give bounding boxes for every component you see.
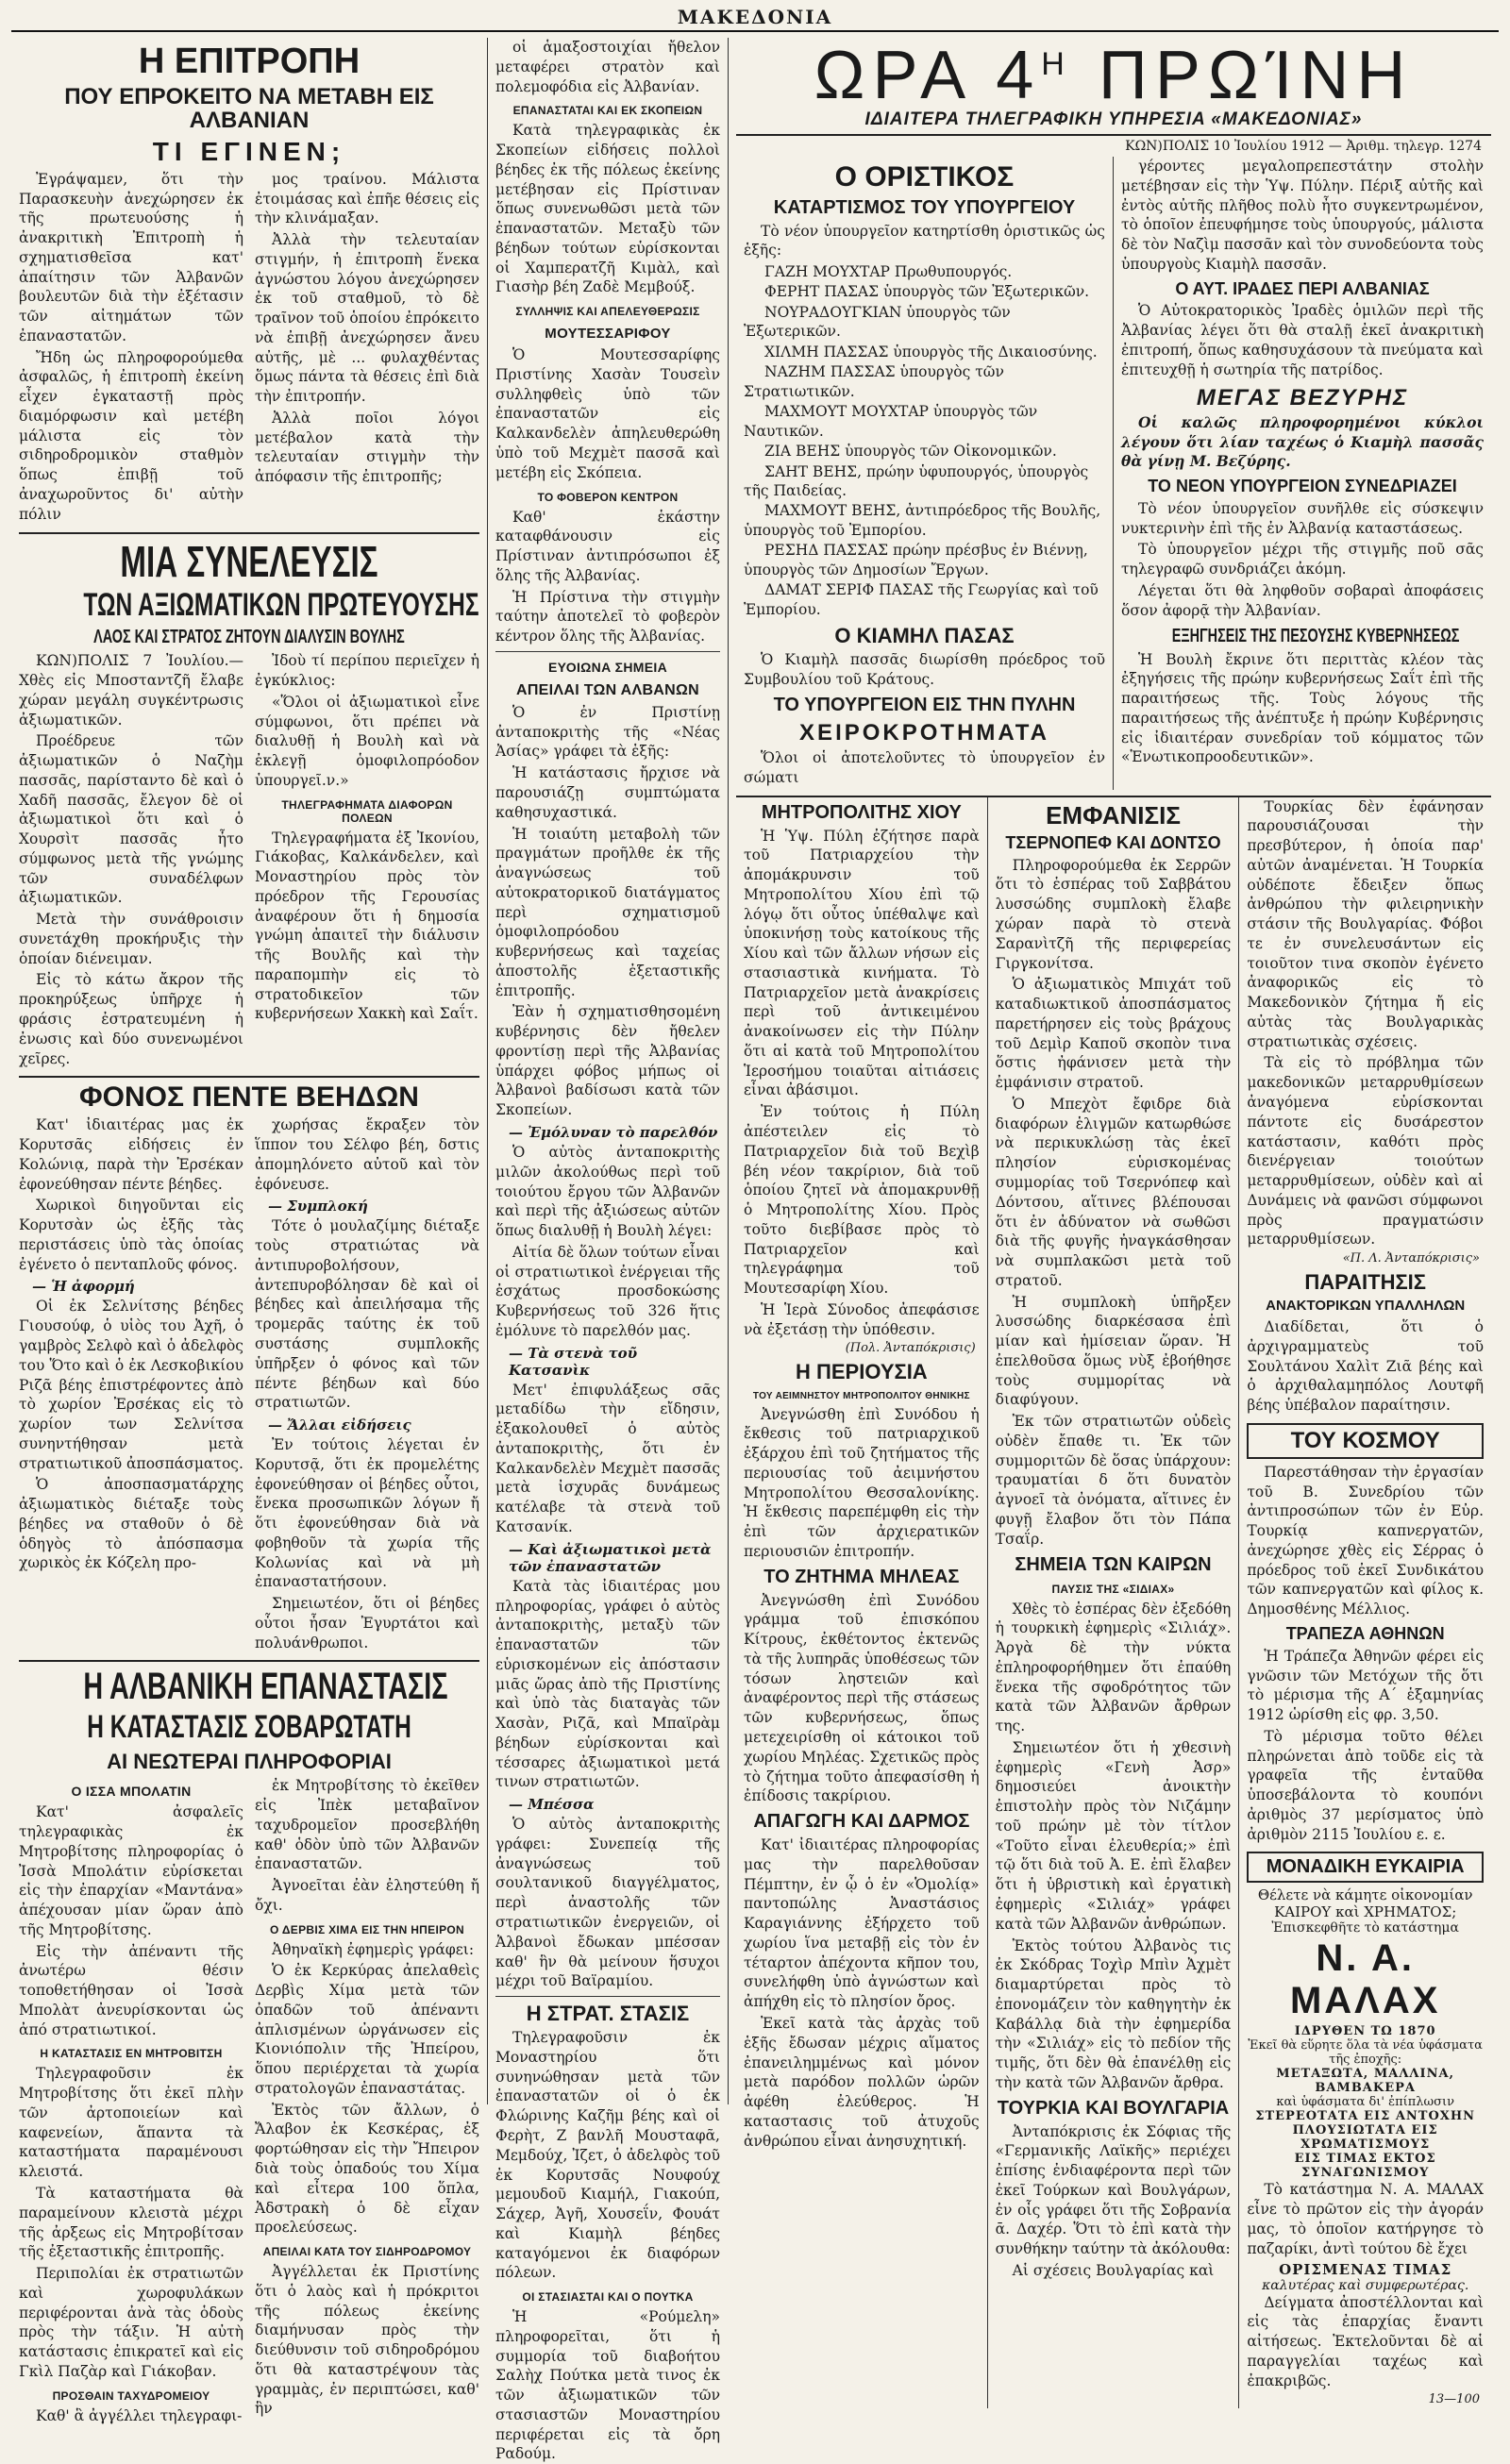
paragraph: Ὁ Κιαμὴλ πασσᾶς διωρίσθη πρόεδρος τοῦ Συμβουλίου τοῦ Κράτους. <box>744 651 1105 689</box>
signature: (Πολ. Ἀνταπόκρισις) <box>845 1341 976 1356</box>
subhead-thinikis: ΤΟΥ ΑΕΙΜΝΗΣΤΟΥ ΜΗΤΡΟΠΟΛΙΤΟΥ ΘΗΝΙΚΗΣ <box>752 1390 970 1401</box>
divider <box>495 1996 720 1997</box>
minister-line: ΜΑΧΜΟΥΤ ΜΟΥΧΤΑΡ ὑπουργὸς τῶν Ναυτικῶν. <box>744 403 1038 440</box>
subhead-pafsis: ΠΑΥΣΙΣ ΤΗΣ «ΣΙΔΙΑΧ» <box>1051 1582 1175 1596</box>
subheading: — Ἡ ἀφορμή <box>32 1278 135 1296</box>
ad-line: Ἐκεῖ θὰ εὕρητε ὅλα τὰ νέα ὑφάσματα τῆς ἐποχῆς: <box>1248 2038 1483 2068</box>
paragraph: Ἐν τούτοις ἡ Πύλη ἀπέστειλεν εἰς τὸ Πατριαρχεῖον διὰ τοῦ Βεχὶβ βέη νέον τακρίριον, διὰ τοῦ ὁποίου ζητεῖ νὰ ἀπομακρυνθῇ ὁ Μητροπολίτης Χίου. Πρὸς τοῦτο διεβίβασε πρὸς τὸ Πατριαρχεῖον καὶ τηλεγράφημα τοῦ Μουτεσαρίφη Χίου. <box>744 1103 980 1298</box>
headline-kosmou: ΤΟΥ ΚΟΣΜΟΥ <box>1247 1423 1484 1459</box>
paragraph: χωρήσας ἔκραξεν τὸν ἵππον του Σέλφο βέη, δστις ἀπομηλόνετο αὐτοῦ καὶ τὸν ἐφόνευσε. <box>255 1116 479 1193</box>
paragraph: ἐκ Μητροβίτσης τὸ ἐκεῖθεν εἰς Ἰπὲκ μεταβαῖνον ταχυδρομεῖον προσεβλήθη καθ' ὁδὸν ὑπὸ τῶν Ἀλβανῶν ἐπαναστατῶν. <box>255 1777 479 1873</box>
paragraph: Ἀνεγνώσθη ἐπὶ Συνόδου ἡ ἔκθεσις τοῦ πατριαρχικοῦ ἐξάρχου ἐπὶ τοῦ ζητήματος τῆς περιουσίας τοῦ ἀειμνήστου Μητροπολίτου Θεσσαλονίκης. Ἡ ἔκθεσις παρεπέμφθη εἰς τὴν ἐπὶ τῶν ἀρχιερατικῶν περιουσιῶν ἐπιτροπήν. <box>744 1405 980 1560</box>
subhead-apeilai: ΑΠΕΙΛΑΙ ΤΩΝ ΑΛΒΑΝΩΝ <box>515 681 700 698</box>
ad-line: ΣΤΕΡΕΟΤΑΤΑ ΕΙΣ ΑΝΤΟΧΗΝ <box>1255 2109 1476 2124</box>
paragraph: Ἐγράψαμεν, ὅτι τὴν Παρασκευὴν ἀνεχώρησεν ἐκ τῆς πρωτευούσης ἡ ἀνακριτικὴ Ἐπιτροπὴ ἡ σχηματισθεῖσα κατ' ἀπαίτησιν τῶν Ἀλβανῶν βουλευτῶν διὰ τὴν ἐξέτασιν τῶν αἰτημάτων τῶν ἐπαναστατῶν. <box>19 170 243 344</box>
minister-line: ΧΙΛΜΗ ΠΑΣΣΑΣ ὑπουργὸς τῆς Δικαιοσύνης. <box>764 343 1098 360</box>
right-bottom-col-2 <box>988 797 1240 2409</box>
headline-apagogi: ΑΠΑΓΩΓΗ ΚΑΙ ΔΑΡΜΟΣ <box>753 1811 970 1833</box>
headline-epitropi: Η ΕΠΙΤΡΟΠΗ <box>138 42 361 81</box>
minister-line: ΡΕΣΗΔ ΠΑΣΣΑΣ πρώην πρέσβυς ἐν Βιέννῃ, ὑπουργὸς τῶν Δημοσίων Ἔργων. <box>744 542 1088 578</box>
headline-trapeza: ΤΡΑΠΕΖΑ ΑΘΗΝΩΝ <box>1285 1623 1445 1643</box>
paragraph: Ὁ Μουτεσσαρίφης Πριστίνης Χασὰν Τουσεὶν συλληφθεὶς ὑπὸ τῶν ἐπαναστατῶν εἰς Καλκανδελὲν ἀπηλευθερώθη ὑπὸ τοῦ Μεχμὲτ πασσᾶ καὶ μετέβη εἰς Σκόπεια. <box>495 346 720 481</box>
paragraph: Τηλεγραφήματα ἐξ Ἰκονίου, Γιάκοβας, Καλκάνδελεν, καὶ Μοναστηρίου πρὸς τὸν πρόεδρον τῆς Γερουσίας ἀναφέρουν ὅτι ἡ δημοσία γνώμη ἀπαιτεῖ τὴν διάλυσιν τῆς Βουλῆς καὶ τὴν παραπομπὴν εἰς τὸ στρατοδικεῖον τῶν κυβερνήσεων Χακκὴ καὶ Σαΐτ. <box>255 829 479 1023</box>
paragraph: Χθὲς τὸ ἑσπέρας δὲν ἐξεδόθη ἡ τουρκικὴ ἐφημερὶς «Σιλιάχ». Ἀργὰ δὲ τὴν νύκτα ἐπληροφορήθημεν ὅτι ἐπαύθη ἕνεκα τῆς σφοδρότητος τῶν κατὰ τῶν Ἀλβανῶν ἄρθρων της. <box>995 1600 1232 1735</box>
paragraph: Ἀθηναϊκὴ ἐφημερὶς γράφει: <box>272 1940 475 1958</box>
right-section <box>729 38 1499 2407</box>
paragraph: Περιπολίαι ἐκ στρατιωτῶν καὶ χωροφυλάκων περιφέρονται ἀνὰ τὰς ὁδοὺς πρὸς τὴν τάξιν. Ἡ αὐτὴ κατάστασις ἐπικρατεῖ καὶ εἰς Γκὶλ Παζὰρ καὶ Γιάκοβαν. <box>19 2265 243 2380</box>
right-top-right <box>1114 157 1491 790</box>
subhead-skopeia: ΕΠΑΝΑΣΤΑΤΑΙ ΚΑΙ ΕΚ ΣΚΟΠΕΙΩΝ <box>512 104 703 118</box>
paragraph: Ἰδοὺ τί περίπου περιεῖχεν ἡ ἐγκύκλιος: <box>255 652 479 689</box>
headline-synelefsis: ΜΙΑ ΣΥΝΕΛΕΥΣΙΣ <box>120 536 378 586</box>
subheading: — Συμπλοκή <box>268 1198 368 1215</box>
paragraph: Ἡ Ὑψ. Πύλη ἐζήτησε παρὰ τοῦ Πατριαρχείου τὴν ἀπομάκρυνσιν τοῦ Μητροπολίτου Χίου ἐπὶ τῷ λόγῳ ὅτι οὗτος ὑπέθαλψε καὶ ὑποκινήσῃ τοὺς κατοίκους τῆς Χίου καὶ τῶν ἄλλων νήσων εἰς στασιαστικὰ κινήματα. Τὸ Πατριαρχεῖον μετὰ ἀνακρίσεις περὶ τοῦ ἀντικειμένου ἀνακοίνωσεν εἰς τὴν Πύλην ὅτι αἱ κατὰ τοῦ Μητροπολίτου Ἱεροσήμου τοιαῦται αἰτιάσεις εἶναι ἀβάσιμοι. <box>744 827 980 1099</box>
ad-line: ΕΙΣ ΤΙΜΑΣ ΕΚΤΟΣ ΣΥΝΑΓΩΝΙΣΜΟΥ <box>1294 2152 1436 2181</box>
minister-line: ΣΑΗΤ ΒΕΗΣ, πρώην ὑφυπουργός, ὑπουργὸς τῆς Παιδείας. <box>744 462 1089 500</box>
subhead-dervis: Ο ΔΕΡΒΙΣ ΧΙΜΑ ΕΙΣ ΤΗΝ ΗΠΕΙΡΟΝ <box>270 1922 464 1936</box>
ad-line: Θέλετε νὰ κάμητε οἰκονομίαν ΚΑΙΡΟΥ καὶ ΧΡΗΜΑΤΟΣ; <box>1257 1886 1473 1921</box>
paragraph: Ἀγγέλλεται ἐκ Πριστίνης ὅτι ὁ λαὸς καὶ ἡ πρόκριτοι τῆς πόλεως ἐκείνης διαμήνυσαν πρὸς τὴν διεύθυνσιν τοῦ σιδηροδρόμου ὅτι θὰ καταστρέψουν τὰς γραμμὰς, ἐν περιπτώσει, καθ' ἣν <box>255 2263 479 2418</box>
right-top-left <box>736 157 1114 790</box>
paragraph: Τουρκίας δὲν ἐφάνησαν παρουσιάζουσαι τὴν πρεσβύτερον, ἡ ὁποία παρ' αὐτῶν ἀναμένεται. Ἡ Τουρκία οὐδέποτε ἔδειξεν ὅπως ἀνθρώπου τὴν φιλειρηνικὴν στάσιν τῆς Βουλγαρίας. Φόβοι τε ἐν συνελευσάντων εἰς τοιοῦτον τινα σκοπὸν ἐγένετο ἀναφορικῶς εἰς τὸ Μακεδονικὸν ζήτημα ἤ εἰς αὐτὰς τὰς Βουλγαρικὰς στρατιωτικὰς σχέσεις. <box>1247 797 1484 1050</box>
right-bottom <box>736 796 1491 2409</box>
subhead-tilegrafimata: ΤΗΛΕΓΡΑΦΗΜΑΤΑ ΔΙΑΦΟΡΩΝ ΠΟΛΕΩΝ <box>281 797 453 825</box>
subheading: — Μπέσσα <box>509 1796 595 1814</box>
ad-line: ΠΛΟΥΣΙΩΤΑΤΑ ΕΙΣ ΧΡΩΜΑΤΙΣΜΟΥΣ <box>1292 2123 1438 2153</box>
paragraph: Κατὰ τηλεγραφικὰς ἐκ Σκοπείων εἰδήσεις πολλοὶ βέηδες ἐκ τῆς πόλεως ἐκείνης μετέβησαν εἰς Πρίστιναν ὅπως συνενωθῶσι μετὰ τῶν ἐπαναστατῶν. Μεταξὺ τῶν βέηδων τούτων εὑρίσκονται οἱ Χαμπερατζῆ Κιμὰλ, καὶ Γιασὴρ βέη Ζαδὲ Μεμβούξ. <box>495 122 720 296</box>
headline-neon-ypourgeion: ΤΟ ΝΕΟΝ ΥΠΟΥΡΓΕΙΟΝ ΣΥΝΕΔΡΙΑΖΕΙ <box>1148 477 1457 496</box>
paragraph: Οἱ ἐκ Σελνίτσης βέηδες Γιουσούφ, ὁ υἱὸς του Ἀχῆ, ὁ γαμβρὸς Σελφὸ καὶ ὁ ἀδελφὸς του Ὅτο καὶ ὁ ἐκ Λεσκοβικίου Ριζᾶ βέης ἐπιστρέφοντες ἀπὸ τὸ χωρίον Ἐρσέκας εἰς τὸ χωρίον των Σελνίτσα συνηντήθησαν μετὰ στρατιωτικοῦ ἀποσπάσματος. <box>19 1298 243 1472</box>
paragraph: Οἱ καλῶς πληροφορημένοι κύκλοι λέγουν ὅτι λίαν ταχέως ὁ Κιαμὴλ πασσᾶς θὰ γίνῃ Μ. Βεζύρης. <box>1121 412 1484 471</box>
paragraph: Αἰτία δὲ ὅλων τούτων εἶναι οἱ στρατιωτικοὶ ἐνέργειαι τῆς ἐσχάτως προσδοκώσης Κυβερνήσεως τοῦ 326 ἥτις ἐμόλυνε τὸ παρελθόν μας. <box>495 1243 720 1339</box>
masthead: ΜΑΚΕΔΟΝΙΑ <box>11 6 1499 32</box>
paragraph: Ἤδη ὡς πληροφορούμεθα ἀσφαλῶς, ἡ ἐπιτροπὴ ἐκείνη εἶχεν ἐγκαταστῇ πρὸς διαμόρφωσιν καὶ μετέβη μάλιστα εἰς τὸν σιδηροδρομικὸν σταθμὸν ὅπως ἐπιβῇ τοῦ ἀναχωροῦντος δι' αὐτὴν πόλιν <box>19 348 243 523</box>
headline-paraitisis: ΠΑΡΑΙΤΗΣΙΣ <box>1304 1270 1426 1295</box>
paragraph: Ἀνταπόκρισις ἐκ Σόφιας τῆς «Γερμανικῆς Λαϊκῆς» περιέχει ἐπίσης ἐνδιαφέροντα περὶ τῶν ἐκεῖ Τούρκων καὶ Βουλγάρων, ἐν οἷς γράφει ὅτι τῆς Σοβρανία ᾱ. Δαχέρ. Ὅτι τὸ ἐπὶ κατὰ τὴν συνθήκην ταύτην τὰ ἀκόλουθα: <box>995 2122 1232 2258</box>
ad-line: Ἐπισκεφθῆτε τὸ κατάστημα <box>1271 1920 1459 1936</box>
minister-line: ΦΕΡΗΤ ΠΑΣΑΣ ὑπουργὸς τῶν Ἐξωτερικῶν. <box>764 283 1090 301</box>
subhead-xeirokrotimata: ΧΕΙΡΟΚΡΟΤΗΜΑΤΑ <box>799 719 1049 746</box>
paragraph: Ἡ Ἱερὰ Σύνοδος ἀπεφάσισε νὰ ἐξετάσῃ τὴν ὑπόθεσιν. <box>744 1300 980 1338</box>
subheading: — Ἐμόλυναν τὸ παρελθόν <box>509 1123 718 1141</box>
right-bottom-col-3 <box>1239 797 1491 2409</box>
headline-periousia: Η ΠΕΡΙΟΥΣΙΑ <box>795 1360 928 1384</box>
subhead-mitrovitsi: Η ΚΑΤΑΣΤΑΣΙΣ ΕΝ ΜΗΤΡΟΒΙΤΣΗ <box>40 2047 223 2061</box>
subhead-taxydromeiou: ΠΡΟΣΘΑΙΝ ΤΑΧΥΔΡΟΜΕΙΟΥ <box>52 2389 210 2403</box>
headline-fonos: ΦΟΝΟΣ ΠΕΝΤΕ ΒΕΗΔΩΝ <box>79 1081 419 1114</box>
ad-line: καλυτέρας καὶ συμφερωτέρας. <box>1262 2277 1469 2293</box>
paragraph: Προέδρευε τῶν ἀξιωματικῶν ὁ Ναζὴμ πασσᾶς, παρίσταντο δὲ καὶ ὁ Χαδῆ πασσᾶς, ἔλεγον δὲ οἱ ἀξιωματικοὶ ὅτι καὶ ὁ Χουρσὶτ πασσᾶς ἦτο σύμφωνος μετὰ τῆς γνώμης τῶν συναδέλφων ἀξιωματικῶν. <box>19 732 243 907</box>
right-top <box>736 157 1491 790</box>
paragraph: Ἀνεγνώσθη ἐπὶ Συνόδου γράμμα τοῦ ἐπισκόπου Κίτρους, ἐκθέτοντος ἐκτενῶς τὰ τῆς λυπηρᾶς ὑποθέσεως τῶν τόσων ληστειῶν καὶ ἀναφέροντος περὶ τῆς στάσεως τῶν κυβερνήσεως, ὅπως μετεχειρίσθη οἱ κάτοικοι τοῦ χωρίου Μηλέας. Σχετικῶς πρὸς τὸ ζήτημα τοῦτο ἀπεφασίσθη ἡ ἐπίδοσις τακρίριου. <box>744 1591 980 1805</box>
paragraph: «Ὅλοι οἱ ἀξιωματικοὶ εἶνε σύμφωνοι, ὅτι πρέπει νὰ διαλυθῇ ἡ Βουλὴ καὶ νὰ ἐκλεγῇ ὁμοφιλοπρόοδον ὑπουργεῖ.ν.» <box>255 693 479 789</box>
subheading: — Τὰ στενὰ τοῦ Κατσανὶκ <box>509 1344 638 1379</box>
column-1 <box>11 38 488 2424</box>
paragraph: Ἡ «Ρούμελη» πληροφορεῖται, ὅτι ἡ συμμορία τοῦ διαβοήτου Σαλὴχ Πούτκα μετὰ τινος ἐκ τῶν ἀξιωματικῶν τῶν στασιαστῶν Μοναστηρίου περιφέρεται εἰς τὰ ὄρη Ραδούμ. <box>495 2308 720 2463</box>
paragraph: Ὅλοι οἱ ἀποτελοῦντες τὸ ὑπουργεῖον ἐν σώματι <box>744 749 1105 786</box>
paragraph: Καθ' ἃ ἀγγέλλει τηλεγραφι- <box>36 2406 243 2424</box>
ad-line: ΜΕΤΑΞΩΤΑ, ΜΑΛΛΙΝΑ, ΒΑΜΒΑΚΕΡΑ <box>1276 2067 1455 2096</box>
headline-exigiseis: ΕΞΗΓΗΣΕΙΣ ΤΗΣ ΠΕΣΟΥΣΗΣ ΚΥΒΕΡΝΗΣΕΩΣ <box>1171 625 1460 646</box>
headline-irades: Ο ΑΥΤ. ΙΡΑΔΕΣ ΠΕΡΙ ΑΛΒΑΝΙΑΣ <box>1175 278 1430 298</box>
paragraph: Παρεστάθησαν τὴν ἐργασίαν τοῦ Β. Συνεδρίου τῶν ἀντιπροσώπων τῶν ἐν Εὐρ. Τουρκίᾳ καπνεργατῶν, ἀνεχώρησε χθὲς εἰς Σέρρας ὁ πρόεδρος τοῦ ἐκεῖ Συνδικάτου τῶν καπνεργατῶν καὶ φίλος κ. Δημοσθένης Μέλλιος. <box>1247 1463 1484 1618</box>
article-synelefsis <box>19 651 479 1070</box>
ad-code: 13—100 <box>1428 2392 1480 2407</box>
paragraph: Τὸ μέρισμα τοῦτο θέλει πληρώνεται ἀπὸ τοῦδε εἰς τὰ γραφεῖα τῆς ἐνταῦθα ὑποσεβάλοντα τὸ κουπόνι ἀριθμὸς 37 μερίσματος ὑπὸ ἀριθμὸν 2115 Ἰουλίου ε. ε. <box>1247 1727 1484 1843</box>
paragraph: Ἡ Βουλὴ ἔκρινε ὅτι περιττὰς κλέον τὰς ἐξηγήσεις τῆς πρώην κυβερνήσεως Σαΐτ ἐπὶ τῆς παραιτήσεως τῆς. Τοὺς λόγους τῆς παραιτήσεως τῆς ἀνέπτυξε ἡ πρώην Κυβέρνησις εἰς ἰδιαιτέραν συνεδρίαν τοῦ κόμματος τῶν «Ἑνωτικοπροοδευτικῶν». <box>1121 650 1484 766</box>
ad-headline-eukairia: ΜΟΝΑΔΙΚΗ ΕΥΚΑΙΡΙΑ <box>1247 1852 1484 1883</box>
paragraph: Ὁ αὐτὸς ἀνταποκριτὴς γράφει: Συνεπείᾳ τῆς ἀναγνώσεως τοῦ σουλτανικοῦ διαγγέλματος, περὶ ἀναστολῆς τῶν στρατιωτικῶν ἐνεργειῶν, οἱ Ἀλβανοὶ ἔδωκαν μπέσσαν καθ' ἣν θὰ μείνουν ἥσυχοι μέχρι τοῦ Βαϊραμίου. <box>495 1816 720 1990</box>
paragraph: Ἐκτὸς τῶν ἄλλων, ὁ Ἄλαβον ἐκ Κεσκέρας, ἐξ φορτώθησαν εἰς τὴν Ἤπειρον διὰ τοὺς ὀπαδούς του Χίμα καὶ εἶτερα 100 ὅπλα, Ἀδστρακὴ ὁ δὲ εἶχαν προελεύσεως. <box>255 2101 479 2237</box>
paragraph: Μετ' ἐπιφυλάξεως σᾶς μεταδίδω τὴν εἴδησιν, ἐξακολουθεῖ ὁ αὐτὸς ἀνταποκριτὴς, ὅτι ἐν Καλκανδελὲν Μεχμὲτ πασσᾶς μετὰ ἰσχυρᾶς δυνάμεως κατέλαβε τὰ στενὰ τοῦ Κατσανίκ. <box>495 1381 720 1535</box>
article-albaniki <box>19 1776 479 2427</box>
subheading: — Καὶ ἀξιωματικοὶ μετὰ τῶν ἐπαναστατῶν <box>509 1540 712 1575</box>
paragraph: Ἐκτὸς τούτου Ἀλβανὸς τις ἐκ Σκόδρας Τοχὶρ Μπὶν Ἀχμὲτ διαμαρτύρεται πρὸς τὸ ἐπονομάζειν τὸν καθηγητὴν ἐκ Καβάλλᾳ διὰ τὴν ἐφημερίδα τὴν «Σιλιάχ» εἰς τὸ πεδίον τῆς τιμῆς, ὅτι δὲν θὰ ἐπανέλθῃ εἰς τὴν κατὰ τῶν Ἀλβανῶν ἄρθρα. <box>995 1936 1232 2091</box>
headline-megas-vezyris: ΜΕΓΑΣ ΒΕΖΥΡΗΣ <box>1196 384 1409 411</box>
paragraph: Εἰς τὴν ἀπέναντι τῆς ἀνωτέρω θέσιν τοποθετήθησαν οἱ Ἰσσὰ Μπολὰτ ἀνευρίσκονται ὡς ἀπό στρατιωτικοί. <box>19 1942 243 2038</box>
paragraph: γέροντες μεγαλοπρεπεστάτην στολὴν μετέβησαν εἰς τὴν Ὑψ. Πύλην. Πέριξ αὐτῆς καὶ ἐντὸς αὐτῆς πλῆθος πολὺ ἦτο συγκεντρωμένον, τὸ ὁποῖον ἐπευφήμησε τοὺς ὑπουργούς, μάλιστα δὲ τὸν Ναζὶμ πασσᾶν καὶ τὸν συνοδεύοντα τοὺς ὑπουργοὺς Κιαμὴλ πασσᾶν. <box>1121 158 1484 273</box>
minister-line: ΝΟΥΡΑΔΟΥΓΚΙΑΝ ὑπουργὸς τῶν Ἐξωτερικῶν. <box>744 303 1011 341</box>
subhead-foveron: ΤΟ ΦΟΒΕΡΟΝ ΚΕΝΤΡΟΝ <box>537 490 679 504</box>
headline-tourkia: ΤΟΥΡΚΙΑ ΚΑΙ ΒΟΥΛΓΑΡΙΑ <box>997 2097 1230 2119</box>
minister-line: ΓΑΖΗ ΜΟΥΧΤΑΡ Πρωθυπουργός. <box>764 263 1013 281</box>
subheading: — Ἄλλαι εἰδήσεις <box>268 1416 411 1434</box>
paragraph: Ὁ Αὐτοκρατορικὸς Ἰραδὲς ὁμιλῶν περὶ τῆς Ἀλβανίας λέγει ὅτι θὰ σταλῇ ἐκεῖ ἀνακριτικὴ ἐπιτροπή, ὅπως καθησυχάσουν τὰ πνεύματα καὶ ἐπιτευχθῇ ἡ σωτηρία τῆς πατρίδος. <box>1121 302 1484 378</box>
divider <box>495 651 720 652</box>
paragraph: Κατὰ τὰς ἰδιαιτέρας μου πληροφορίας, γράφει ὁ αὐτὸς ἀνταποκριτὴς, μεταξὺ τῶν ἐπαναστατῶν τῶν εὑρισκομένων εἰς ἀπόστασιν μιᾶς ὥρας ἀπὸ τῆς Πριστίνης καὶ ὑπὸ τὰς διαταγὰς τῶν Χασὰν, Ριζᾶ, καὶ Μπαϊρὰμ βέηδων εὑρίσκονται καὶ τέσσαρες ἀξιωματικοὶ μετά τινων στρατιωτῶν. <box>495 1577 720 1791</box>
subhead-anaktorikon: ΑΝΑΚΤΟΡΙΚΩΝ ΥΠΑΛΛΗΛΩΝ <box>1266 1298 1466 1315</box>
paragraph: Ἐὰν ἡ σχηματισθησομένη κυβέρνησις δὲν ἤθελεν φροντίσῃ περὶ τῆς Ἀλβανίας ὑπάρχει φόβος μήπως οἱ Ἀλβανοὶ βαδίσωσι κατὰ τῶν Σκοπείων. <box>495 1003 720 1119</box>
paragraph: Ἐκεῖ κατὰ τὰς ἀρχὰς τοῦ ἑξῆς ἔδωσαν μέχρις αἵματος ἐπανειλημμένως καὶ μόνον μετὰ παρόδον πολλῶν ὡρῶν ἀφέθη ἐλεύθερος. Ἡ καταστασις τοῦ ἀτυχοῦς ἀνθρώπου εἶναι ἀνησυχητική. <box>744 2014 980 2150</box>
paragraph: Τὸ νέον ὑπουργεῖον συνῆλθε εἰς σύσκεψιν νυκτερινὴν ἐπὶ τῆς ἐν Ἀλβανίᾳ καταστάσεως. <box>1121 499 1484 537</box>
paragraph: Κατ' ἀσφαλεῖς τηλεγραφικὰς ἐκ Μητροβίτσης πληροφορίας ὁ Ἰσσὰ Μπολάτιν εὑρίσκεται εἰς τὴν ἐπαρχίαν «Μαντάνα» ἀπέχουσαν μίαν ὥραν ἀπὸ τῆς Μητροβίτσης. <box>19 1803 243 1938</box>
paragraph: Ἐν τούτοις λέγεται ἐν Κορυτσᾷ, ὅτι ἐκ προμελέτης ἐφονεύθησαν οἱ βέηδες οὗτοι, ἕνεκα προσωπικῶν λόγων ἤ ὅτι ἐφονεύθησαν διὰ νὰ φοβηθοῦν τὰ χωρία τῆς Κολωνίας καὶ νὰ μὴ ἐπαναστατήσουν. <box>255 1436 479 1591</box>
paragraph: Σημειωτέον, ὅτι οἱ βέηδες οὗτοι ἦσαν Ἐγυρτάτοι καὶ πολυάνθρωποι. <box>255 1595 479 1651</box>
paragraph: Σημειωτέον ὅτι ἡ χθεσινὴ ἐφημερὶς «Γενὴ Ἀσρ» δημοσιεύει ἀνοικτὴν ἐπιστολὴν πρὸς τὸν Νιζάμην τοῦ πρώην μὲ τὸν τίτλον «Τοῦτο εἶναι ἐλευθερία;» ἐπὶ τῷ ὅτι διὰ τοῦ Ἀ. Ε. ἐπὶ ἔλαβεν ὅτι ἡ ὑβριστικὴ καὶ ἐργατικὴ ἐφημερὶς «Σιλιάχ» γράφει κατὰ τῶν Ἀλβανῶν ἀνθρώπων. <box>995 1738 1232 1933</box>
telegraph-service: ΙΔΙΑΙΤΕΡΑ ΤΗΛΕΓΡΑΦΙΚΗ ΥΠΗΡΕΣΙΑ «ΜΑΚΕΔΟΝΙΑΣ» <box>736 109 1491 136</box>
subhead-tsernopef: ΤΣΕΡΝΟΠΕΦ ΚΑΙ ΔΟΝΤΣΟ <box>1005 832 1221 852</box>
paragraph: Ἡ Πρίστινα τὴν στιγμὴν ταύτην ἀποτελεῖ τὸ φοβερὸν κέντρον ὅλης τῆς Ἀλβανίας. <box>495 588 720 645</box>
headline-strat-stasis: Η ΣΤΡΑΤ. ΣΤΑΣΙΣ <box>526 2002 690 2026</box>
headline-mitropolitis: ΜΗΤΡΟΠΟΛΙΤΗΣ ΧΙΟΥ <box>761 801 962 823</box>
subhead-katastasis: Η ΚΑΤΑΣΤΑΣΙΣ ΣΟΒΑΡΩΤΑΤΗ <box>87 1709 411 1746</box>
column-2 <box>488 38 729 2463</box>
paragraph: Εἰς τὸ κάτω ἄκρον τῆς προκηρύξεως ὑπῆρχε ἡ φράσις ἐστρατευμένη ἡ ἐνωσις καὶ δύο συνενωμένοι χεῖρες. <box>19 971 243 1067</box>
paragraph: Ὁ Μπεχὸτ ἔφιδρε διὰ διαφόρων ἑλιγμῶν κατωρθώσε νὰ περικυκλώσῃ τὰς ἐκεῖ πλησίον εὑρισκομένας συμμορίας τοῦ Τσερνόπεφ καὶ Δόντσου, αἵτινες βλέπουσαι ὅτι ἐν ἀδύνατον νὰ σωθῶσι διὰ τῆς φυγῆς ἠναγκάσθησαν νὰ συμπλακῶσι μετὰ τοῦ στρατοῦ. <box>995 1095 1232 1289</box>
paragraph: μος τραίνου. Μάλιστα ἐτοιμάσας καὶ ἐπῆε θέσεις εἰς τὴν κλινάμαξαν. <box>255 170 479 227</box>
paragraph: Ἡ κατάστασις ἤρχισε νὰ παρουσιάζῃ συμπτώματα καθησυχαστικά. <box>495 764 720 821</box>
paragraph: Αἱ σχέσεις Βουλγαρίας καὶ <box>1012 2262 1215 2280</box>
right-bottom-col-1 <box>736 797 988 2409</box>
subhead-sidirodromou: ΑΠΕΙΛΑΙ ΚΑΤΑ ΤΟΥ ΣΙΔΗΡΟΔΡΟΜΟΥ <box>262 2245 472 2259</box>
paragraph: Τὸ νέον ὑπουργεῖον κατηρτίσθη ὁριστικῶς ὡς ἑξῆς: <box>744 222 1105 260</box>
subhead-issa: Ο ΙΣΣΑ ΜΠΟΛΑΤΙΝ <box>71 1784 192 1800</box>
paragraph: Πληροφορούμεθα ἐκ Σερρῶν ὅτι τὸ ἑσπέρας τοῦ Σαββάτου λυσσώδης συμπλοκὴ ἔλαβε χώραν παρὰ τὸ στενὰ Σαρανὶτζῆ τῆς περιφερείας Γιργκονίτσα. <box>995 856 1232 972</box>
headline-emfanisis: ΕΜΦΑΝΙΣΙΣ <box>1046 800 1181 830</box>
paragraph: Ἀγνοεῖται ἐὰν ἐληστεύθη ἤ ὄχι. <box>255 1877 479 1914</box>
paragraph: Τὰ εἰς τὸ πρόβλημα τῶν μακεδονικῶν μεταρρυθμίσεων ἀναγόμενα εὑρίσκονται πάντοτε εἰς δυσάρεστον κατάστασιν, καθότι πρὸς διενέργειαν τοιούτων μεταρρυθμίσεων, οὐδὲν καὶ αἱ Δυνάμεις νὰ φανῶσι σύμφωνοι πρὸς πραγματώσιν μεταρρυθμίσεων. <box>1247 1054 1484 1249</box>
paragraph: Ὁ ἐν Πριστίνῃ ἀνταποκριτὴς τῆς «Νέας Ἀσίας» γράφει τὰ ἑξῆς: <box>495 703 720 761</box>
headline-mileas: ΤΟ ΖΗΤΗΜΑ ΜΗΛΕΑΣ <box>763 1566 960 1587</box>
paragraph: Ἡ συμπλοκὴ ὑπῆρξεν λυσσώδης διαρκέσασα ἐπὶ μίαν καὶ ἡμίσειαν ὥραν. Ἡ ἐπελθοῦσα ὅμως νὺξ ἐβοήθησε τοὺς συμμορίτας νὰ διαφύγουν. <box>995 1293 1232 1409</box>
paragraph: Τηλεγραφοῦσιν ἐκ Μοναστηρίου ὅτι συνηνώθησαν μετὰ τῶν ἐπαναστατῶν οἱ ὁ ἐκ Φλώρινης Καζῆμ βέης καὶ οἱ Φερὴτ, Ζ βανλῆ Μουσταφᾶ, Μεμδούχ, Ἰζετ, ὁ ἀδελφὸς τοῦ ἐκ Κορυτσᾶς Νουφούχ μεμουδοῦ Κιαμήλ, Γιακούπ, Σάχερ, Ἀγῆ, Χουσεΐν, Φουάτ καὶ Κιαμὴλ βέηδες καταγόμενοι ἐκ διαφόρων πόλεων. <box>495 2029 720 2282</box>
paragraph: Κατ' ἰδιαιτέρας μας ἐκ Κορυτσᾶς εἰδήσεις ἐν Κολώνιᾳ, παρὰ τὴν Ἐρσέκαν ἐφονεύθησαν πέντε βέηδες. <box>19 1116 243 1193</box>
divider <box>19 1076 479 1078</box>
paragraph: οἱ ἁμαξοστοιχίαι ἤθελον μεταφέρει στρατὸν καὶ πολεμοφόδια εἰς Ἀλβανίαν. <box>495 39 720 95</box>
minister-line: ΝΑΖΗΜ ΠΑΣΣΑΣ ὑπουργὸς τῶν Στρατιωτικῶν. <box>744 363 1004 400</box>
subhead-ti-eginen: ΤΙ ΕΓΙΝΕΝ; <box>152 137 346 167</box>
ad-line: καὶ ὑφάσματα δι' ἐπίπλωσιν <box>1276 2095 1454 2110</box>
headline-simeia: ΣΗΜΕΙΑ ΤΩΝ ΚΑΙΡΩΝ <box>1015 1553 1212 1575</box>
paragraph: Τὰ καταστήματα θὰ παραμείνουν κλειστὰ μέχρι τῆς ἀρξεως εἰς Μητροβίτσαν τῆς ἐξεταστικῆς ἐπιτροπῆς. <box>19 2185 243 2261</box>
subhead-laos-stratos: ΛΑΟΣ ΚΑΙ ΣΤΡΑΤΟΣ ΖΗΤΟΥΝ ΔΙΑΛΥΣΙΝ ΒΟΥΛΗΣ <box>93 627 405 648</box>
paragraph: Ἐκ τῶν στρατιωτῶν οὐδεὶς οὐδὲν ἔπαθε τι. Ἐκ τῶν συμμοριτῶν δὲ ὅσας ὑπάρχουν: τραυματίαι δ ὅτι δυνατὸν ἀγνοεῖ τὰ ὀνόματα, αἵτινες ἐν φυγῇ ἔλαβον ὅτι τὸν Πάπα Τσαΐρ. <box>995 1413 1232 1548</box>
dateline: ΚΩΝ)ΠΟΛΙΣ 10 Ἰουλίου 1912 — Ἀριθμ. τηλεγρ. 1274 <box>1125 139 1482 154</box>
ad-founded: ΙΔΡΥΘΕΝ ΤΩ 1870 <box>1294 2024 1436 2039</box>
minister-line: ΖΙΑ ΒΕΗΣ ὑπουργὸς τῶν Οἰκονομικῶν. <box>764 443 1057 461</box>
subhead-epitropi: ΠΟΥ ΕΠΡΟΚΕΙΤΟ ΝΑ ΜΕΤΑΒΗ ΕΙΣ ΑΛΒΑΝΙΑΝ <box>64 84 434 134</box>
paragraph: Ὁ ἐκ Κερκύρας ἀπελαθεὶς Δερβὶς Χίμα μετὰ τῶν ὀπαδῶν τοῦ ἀπέναντι ἀπλισμένων ὠργάνωσεν εἰς Κιονιόπολιν τῆς Ἠπείρου, ὅπου περιέρχεται τὰ χωρία στρατολογῶν ἐπαναστάτας. <box>255 1962 479 2097</box>
article-epitropi <box>19 170 479 527</box>
headline-kiamil: Ο ΚΙΑΜΗΛ ΠΑΣΑΣ <box>834 624 1015 648</box>
paragraph: Ἀλλὰ τὴν τελευταίαν στιγμήν, ἡ ἐπιτροπὴ ἕνεκα ἀγνώστου λόγου ἀνεχώρησεν ἐκ τοῦ σταθμοῦ, τὸ δὲ τραῖνον τοῦ ὁποίου ἐπρόκειτο νὰ ἐπιβῇ ἀνεχώρησεν ἄνευ αὐτῆς, μὲ ... φυλαχθέντας ὅμως πάντα τὰ θέσεις ἐπὶ διὰ τὴν ἐπιτροπήν. <box>255 231 479 406</box>
paragraph: Χωρικοὶ διηγοῦνται εἰς Κορυτσὰν ὡς ἑξῆς τὰς περιστάσεις ὑπὸ τὰς ὁποίας ἐγένετο ὁ πενταπλοῦς φόνος. <box>19 1197 243 1273</box>
paragraph: Τὸ ὑπουργεῖον μέχρι τῆς στιγμῆς ποῦ σᾶς τηλεγραφῶ συνδριάζει ἀκόμη. <box>1121 541 1484 578</box>
paragraph: Τηλεγραφοῦσιν ἐκ Μητροβίτσης ὅτι ἐκεῖ πλὴν τῶν ἀρτοποιείων καὶ καφενείων, ἅπαντα τὰ καταστήματα παραμένουσι κλειστά. <box>19 2065 243 2181</box>
subhead-axiomatikon: ΤΩΝ ΑΞΙΩΜΑΤΙΚΩΝ ΠΡΩΤΕΥΟΥΣΗΣ <box>83 586 479 623</box>
subhead-syllipsis: ΣΥΛΛΗΨΙΣ ΚΑΙ ΑΠΕΛΕΥΘΕΡΩΣΙΣ <box>515 305 700 319</box>
paragraph: Καθ' ἑκάστην καταφθάνουσιν εἰς Πρίστιναν ἀντιπρόσωποι ἐξ ὅλης τῆς Ἀλβανίας. <box>495 508 720 584</box>
paragraph: Ἡ τοιαύτη μεταβολὴ τῶν πραγμάτων προῆλθε ἐκ τῆς ἀναγνώσεως τοῦ αὐτοκρατορικοῦ διατάγματος περὶ σχηματισμοῦ ὁμοφιλοπρόοδου κυβερνήσεως καὶ ταχείας ἀποστολῆς ἐξεταστικῆς ἐπιτροπῆς. <box>495 825 720 999</box>
paragraph: Τὸ κατάστημα Ν. Α. ΜΑΛΑΧ εἶνε τὸ πρῶτον εἰς τὴν ἀγοράν μας, τὸ ὁποῖον κατήργησε τὸ παζαρίκι, ἀντὶ τούτου δὲ ἔχει <box>1247 2181 1484 2257</box>
paragraph: Ὁ αὐτὸς ἀνταποκριτὴς μιλῶν ἀκολούθως περὶ τοῦ τοιούτου ἔργου τῶν Ἀλβανῶν καὶ περὶ τῆς ἀξιώσεως αὐτῶν ὅπως διαλυθῇ ἡ Βουλὴ λέγει: <box>495 1143 720 1240</box>
paragraph: Ὁ ἀξιωματικὸς Μπιχάτ τοῦ καταδιωκτικοῦ ἀποσπάσματος παρετήρησεν εἰς τοὺς βράχους τοῦ Δεμὶρ Καποῦ σκοπὸν τινα ὅστις ἠφάνισεν μετὰ τὴν ἐμφάνισιν στρατοῦ. <box>995 976 1232 1092</box>
paragraph: Ὁ ἀποσπασματάρχης ἀξιωματικὸς διέταξε τοὺς βέηδες να σταθοῦν ὁ δὲ ὁδηγὸς τὸ ἀπόσπασμα χωρικὸς ἐκ Κόζελη προ- <box>19 1476 243 1572</box>
paragraph: Κατ' ἰδιαιτέρας πληροφορίας μας τὴν παρελθοῦσαν Πέμπτην, ἐν ᾧ ὁ ἐν «Ὁμολίᾳ» παντοπώλης Ἀναστάσιος Καραγιάννης ἐξήρχετο τοῦ χωρίου ἵνα μεταβῇ εἰς τὸν ἐν τέταρτον ἀπέχοντα κῆπον του, συνελήφθη ὑπὸ ἀγνώστων καὶ ἀπήχθη εἰς τὸ πλησίον ὄρος. <box>744 1836 980 2011</box>
paragraph: Μετὰ τὴν συνάθροισιν συνετάχθη προκήρυξις τὴν ὁποίαν διένειμαν. <box>19 911 243 967</box>
headline-albaniki: Η ΑΛΒΑΝΙΚΗ ΕΠΑΝΑΣΤΑΣΙΣ <box>83 1666 448 1708</box>
paragraph: Ἡ Τράπεζα Ἀθηνῶν φέρει εἰς γνῶσιν τῶν Μετόχων τῆς ὅτι τὸ μέρισμα τῆς Α΄ ἑξαμηνίας 1912 ὡρίσθη εἰς φρ. 3,50. <box>1247 1647 1484 1724</box>
ad-line: ΟΡΙΣΜΕΝΑΣ ΤΙΜΑΣ <box>1279 2260 1452 2278</box>
minister-line: ΜΑΧΜΟΥΤ ΒΕΗΣ, ἀντιπρόεδρος τῆς Βουλῆς, ὑπουργὸς τοῦ Ἐμπορίου. <box>744 502 1101 539</box>
ora-headline: ΩΡΑ $4^H$ ΠΡΩΊΝΗ <box>814 38 1414 113</box>
minister-line: ΔΑΜΑΤ ΣΕΡΙΦ ΠΑΣΑΣ τῆς Γεωργίας καὶ τοῦ Ἐμπορίου. <box>744 581 1099 618</box>
paragraph: Διαδίδεται, ὅτι ὁ ἀρχιγραμματεὺς τοῦ Σουλτάνου Χαλὶτ Ζιᾶ βέης καὶ ὁ ἀρχιθαλαμηπόλος Λουτφῆ βέης ὑπέβαλον παραίτησιν. <box>1247 1317 1484 1415</box>
article-fonos <box>19 1115 479 1654</box>
ad-store-name: Ν. Α. ΜΑΛΑΧ <box>1289 1937 1441 2022</box>
headline-oristikos: Ο ΟΡΙΣΤΙΚΟΣ <box>834 161 1015 193</box>
paragraph: ΚΩΝ)ΠΟΛΙΣ 7 Ἰουλίου.— Χθὲς εἰς Μποσταντζῆ ἔλαβε χώραν μεγάλη συγκέντρωσις ἀξιωματικῶν. <box>19 652 243 729</box>
paragraph: Λέγεται ὅτι θὰ ληφθοῦν σοβαραὶ ἀποφάσεις ὅσον ἀφορᾷ τὴν Ἀλβανίαν. <box>1121 581 1484 619</box>
subhead-pliroforiai: ΑΙ ΝΕΩΤΕΡΑΙ ΠΛΗΡΟΦΟΡΙΑΙ <box>107 1750 392 1774</box>
subhead-evoiona: ΕΥΟΙΩΝΑ ΣΗΜΕΙΑ <box>548 659 667 675</box>
subhead-moutessarifou: ΜΟΥΤΕΣΣΑΡΙΦΟΥ <box>545 326 671 343</box>
divider <box>19 1660 479 1662</box>
subhead-katartismos: ΚΑΤΑΡΤΙΣΜΟΣ ΤΟΥ ΥΠΟΥΡΓΕΙΟΥ <box>773 196 1076 218</box>
signature: «Π. Λ. Ἀνταπόκρισις» <box>1342 1251 1480 1266</box>
headline-ypourgeion-pyli: ΤΟ ΥΠΟΥΡΓΕΙΟΝ ΕΙΣ ΤΗΝ ΠΥΛΗΝ <box>773 694 1076 715</box>
paragraph: Ἀλλὰ ποῖοι λόγοι μετέβαλον κατὰ τὴν τελευταίαν στιγμὴν τὴν ἀπόφασιν τῆς ἐπιτροπῆς; <box>255 409 479 486</box>
subhead-poutka: ΟΙ ΣΤΑΣΙΑΣΤΑΙ ΚΑΙ Ο ΠΟΥΤΚΑ <box>522 2290 694 2305</box>
paragraph: Δείγματα ἀποστέλλονται καὶ εἰς τὰς ἐπαρχίας ἔναντι αἰτήσεως. Ἐκτελοῦνται δὲ αἱ παραγγελίαι ταχέως καὶ ἐπακριβῶς. <box>1247 2293 1484 2389</box>
paragraph: Τότε ὁ μουλαζίμης διέταξε τοὺς στρατιώτας νὰ ἀντιπυροβολήσουν, ἀντεπυροβόλησαν δὲ καὶ οἱ βέηδες καὶ ἀπειλήσαμα τῆς τρομερᾶς ταύτης ἐκ τοῦ συστάσης συμπλοκῆς ὑπῆρξεν ὁ φόνος καὶ τῶν πέντε βέηδων καὶ δύο στρατιωτῶν. <box>255 1217 479 1412</box>
divider <box>19 532 479 534</box>
